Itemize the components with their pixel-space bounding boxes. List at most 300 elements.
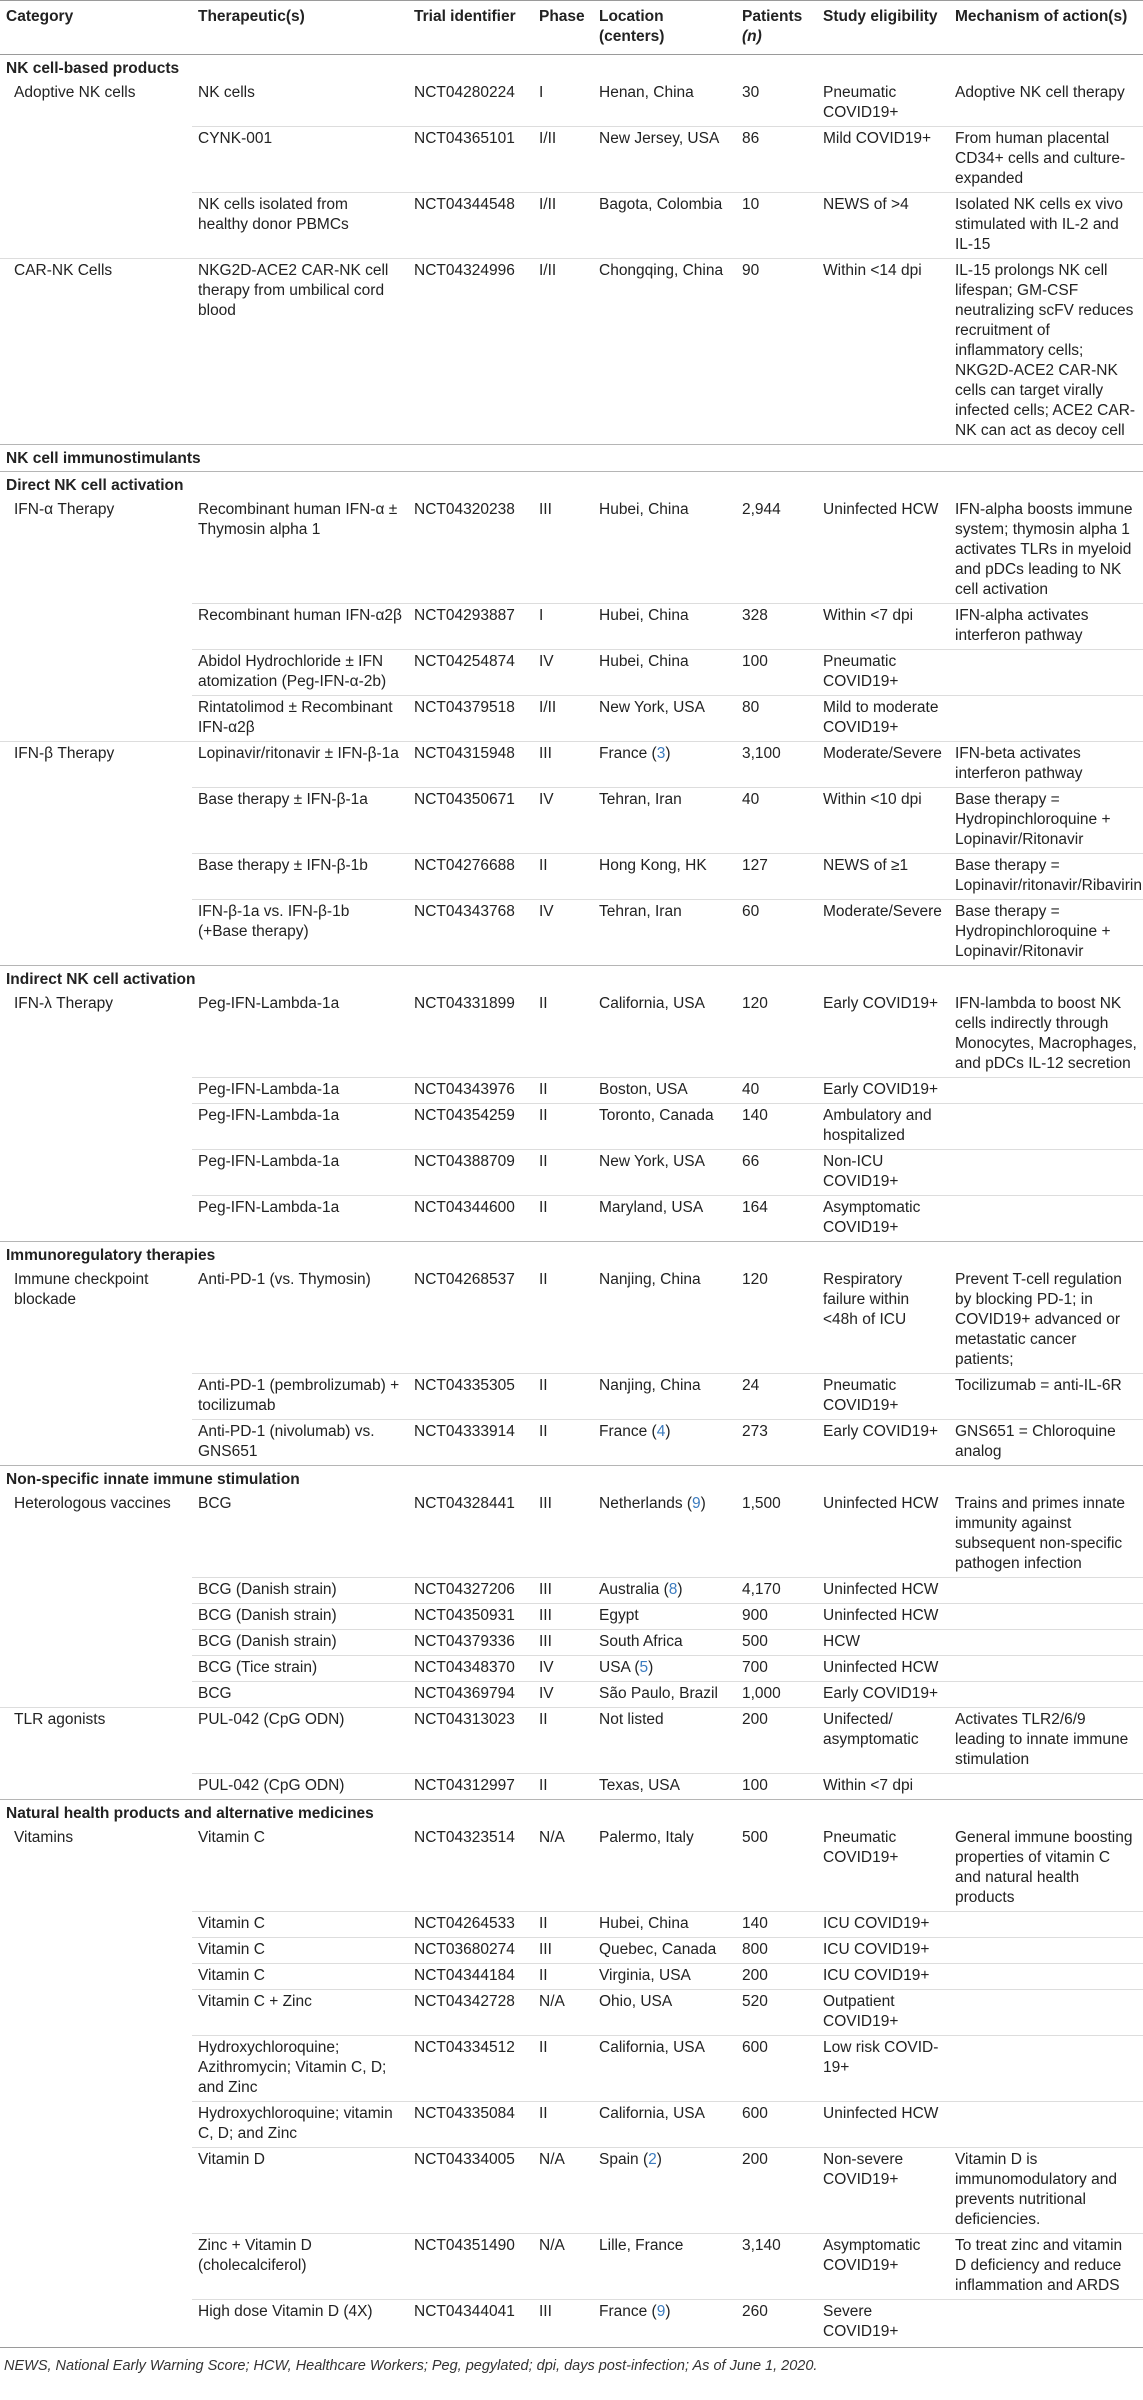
phase-cell: II xyxy=(533,1964,593,1990)
therapeutic-cell: Lopinavir/ritonavir ± IFN-β-1a xyxy=(192,742,408,788)
location-text: Maryland, USA xyxy=(599,1199,704,1216)
mechanism-cell xyxy=(949,1630,1143,1656)
category-cell xyxy=(0,1938,192,1964)
category-cell xyxy=(0,1150,192,1196)
eligibility-cell: Mild to moderate COVID19+ xyxy=(817,696,949,742)
category-cell: TLR agonists xyxy=(0,1708,192,1774)
mechanism-cell xyxy=(949,1990,1143,2036)
eligibility-cell: Uninfected HCW xyxy=(823,501,939,518)
patients-cell: 66 xyxy=(736,1150,817,1196)
location-cell xyxy=(593,498,736,604)
location-text: France xyxy=(599,2303,648,2320)
eligibility-cell: ICU COVID19+ xyxy=(817,1938,949,1964)
table-row xyxy=(0,2102,1143,2148)
category-cell xyxy=(0,854,192,900)
location-text: New York, USA xyxy=(599,1153,705,1170)
section-row xyxy=(0,966,1143,993)
mechanism-cell: General immune boosting properties of vitamin C and natural health products xyxy=(955,1829,1133,1906)
location-cell: USA (5) xyxy=(593,1656,736,1682)
eligibility-cell: Asymptomatic COVID19+ xyxy=(817,2234,949,2300)
trial-id-cell: NCT04312997 xyxy=(408,1774,533,1800)
patients-cell: 127 xyxy=(736,854,817,900)
location-text: Bagota, Colombia xyxy=(599,196,723,213)
trial-id-cell: NCT04344184 xyxy=(408,1964,533,1990)
eligibility-cell: Asymptomatic COVID19+ xyxy=(817,1196,949,1242)
therapeutic-cell: Anti-PD-1 (nivolumab) vs. GNS651 xyxy=(192,1420,408,1466)
location-cell xyxy=(593,900,736,966)
table-header xyxy=(0,1,1143,55)
therapeutic-cell: BCG (Danish strain) xyxy=(192,1630,408,1656)
eligibility-cell: HCW xyxy=(817,1630,949,1656)
phase-cell: II xyxy=(539,1271,548,1288)
mechanism-cell: Activates TLR2/6/9 leading to innate immune stimulation xyxy=(949,1708,1143,1774)
trial-id-cell: NCT04335305 xyxy=(408,1374,533,1420)
header-phase: Phase xyxy=(533,1,593,55)
patients-cell: 40 xyxy=(736,1078,817,1104)
header-row xyxy=(0,1,1143,55)
category-cell xyxy=(0,1374,192,1420)
phase-cell: I/II xyxy=(533,696,593,742)
therapeutic-cell: BCG xyxy=(198,1495,232,1512)
mechanism-cell: Base therapy = Hydropinchloroquine + Lopinavir/Ritonavir xyxy=(949,788,1143,854)
mechanism-cell: IFN-alpha boosts immune system; thymosin alpha 1 activates TLRs in myeloid and pDCs leading to NK cell activation xyxy=(955,501,1133,598)
phase-cell: III xyxy=(533,742,593,788)
phase-cell: N/A xyxy=(533,2148,593,2234)
therapeutic-cell: Anti-PD-1 (vs. Thymosin) xyxy=(198,1271,371,1288)
table-row xyxy=(0,127,1143,193)
table-row xyxy=(0,1578,1143,1604)
therapeutic-cell: Peg-IFN-Lambda-1a xyxy=(192,1196,408,1242)
patients-cell: 1,000 xyxy=(736,1682,817,1708)
category-cell xyxy=(0,193,192,259)
trial-id-cell: NCT04323514 xyxy=(414,1829,515,1846)
location-cell: Australia (8) xyxy=(593,1578,736,1604)
mechanism-cell: To treat zinc and vitamin D deficiency and reduce inflammation and ARDS xyxy=(949,2234,1143,2300)
table-row xyxy=(0,2300,1143,2346)
table-row xyxy=(0,604,1143,650)
category-cell xyxy=(0,604,192,650)
table-row xyxy=(0,1374,1143,1420)
patients-cell: 1,500 xyxy=(742,1495,781,1512)
table-row xyxy=(0,1078,1143,1104)
trial-id-cell: NCT04343768 xyxy=(408,900,533,966)
location-text: Hong Kong, HK xyxy=(599,857,707,874)
eligibility-cell: Uninfected HCW xyxy=(817,1578,949,1604)
table-row xyxy=(0,193,1143,259)
trial-id-cell: NCT04254874 xyxy=(408,650,533,696)
phase-cell: IV xyxy=(533,650,593,696)
mechanism-cell xyxy=(949,650,1143,696)
eligibility-cell: Unifected/ asymptomatic xyxy=(817,1708,949,1774)
trial-id-cell: NCT03680274 xyxy=(408,1938,533,1964)
table-row xyxy=(0,1682,1143,1708)
location-text: New Jersey, USA xyxy=(599,130,720,147)
patients-cell: 600 xyxy=(736,2036,817,2102)
category-cell xyxy=(0,1656,192,1682)
phase-cell: III xyxy=(539,1495,552,1512)
therapeutic-cell: Vitamin C xyxy=(198,1829,265,1846)
location-text: Henan, China xyxy=(599,84,694,101)
table-row xyxy=(0,1492,1143,1578)
category-cell xyxy=(0,696,192,742)
category-cell xyxy=(0,1912,192,1938)
therapeutic-cell: Peg-IFN-Lambda-1a xyxy=(198,995,340,1012)
phase-cell: IV xyxy=(533,1682,593,1708)
trial-id-cell: NCT04293887 xyxy=(408,604,533,650)
location-cell xyxy=(593,1196,736,1242)
location-text: Quebec, Canada xyxy=(599,1941,717,1958)
header-eligibility: Study eligibility xyxy=(817,1,949,55)
location-cell xyxy=(593,1964,736,1990)
therapeutic-cell: Vitamin D xyxy=(192,2148,408,2234)
phase-cell: I/II xyxy=(533,193,593,259)
trial-id-cell: NCT04334512 xyxy=(408,2036,533,2102)
patients-cell: 3,140 xyxy=(736,2234,817,2300)
phase-cell: II xyxy=(533,1420,593,1466)
phase-cell: I xyxy=(539,84,544,101)
patients-cell: 800 xyxy=(736,1938,817,1964)
mechanism-cell xyxy=(949,2036,1143,2102)
eligibility-cell: Non-ICU COVID19+ xyxy=(817,1150,949,1196)
mechanism-cell xyxy=(949,2300,1143,2346)
category-cell: IFN-α Therapy xyxy=(14,501,115,518)
mechanism-cell xyxy=(949,1196,1143,1242)
category-cell xyxy=(0,1682,192,1708)
therapeutic-cell: CYNK-001 xyxy=(192,127,408,193)
patients-cell: 10 xyxy=(736,193,817,259)
phase-cell: II xyxy=(533,854,593,900)
trial-id-cell: NCT04379518 xyxy=(408,696,533,742)
reference-link[interactable]: 5 xyxy=(639,1659,649,1676)
location-cell xyxy=(593,788,736,854)
mechanism-cell: IFN-alpha activates interferon pathway xyxy=(949,604,1143,650)
location-cell xyxy=(593,193,736,259)
location-text: Spain xyxy=(599,2151,639,2168)
location-text: Nanjing, China xyxy=(599,1271,701,1288)
location-cell xyxy=(593,127,736,193)
table-row xyxy=(0,259,1143,445)
therapeutic-cell: BCG xyxy=(192,1682,408,1708)
trial-id-cell: NCT04348370 xyxy=(408,1656,533,1682)
patients-cell: 4,170 xyxy=(736,1578,817,1604)
trial-id-cell: NCT04388709 xyxy=(408,1150,533,1196)
location-cell xyxy=(593,1938,736,1964)
patients-cell: 120 xyxy=(742,995,768,1012)
eligibility-cell: ICU COVID19+ xyxy=(817,1912,949,1938)
table-row xyxy=(0,1604,1143,1630)
eligibility-cell: Within <7 dpi xyxy=(817,604,949,650)
mechanism-cell: Isolated NK cells ex vivo stimulated with IL-2 and IL-15 xyxy=(949,193,1143,259)
eligibility-cell: Mild COVID19+ xyxy=(817,127,949,193)
eligibility-cell: Within <10 dpi xyxy=(817,788,949,854)
mechanism-cell xyxy=(949,1656,1143,1682)
location-text: Tehran, Iran xyxy=(599,791,682,808)
therapeutic-cell: Peg-IFN-Lambda-1a xyxy=(192,1078,408,1104)
section-row xyxy=(0,1242,1143,1269)
therapeutic-cell: Rintatolimod ± Recombinant IFN-α2β xyxy=(192,696,408,742)
section-title: Immunoregulatory therapies xyxy=(0,1242,1143,1269)
location-text: Not listed xyxy=(599,1711,664,1728)
location-text: Tehran, Iran xyxy=(599,903,682,920)
location-cell xyxy=(593,696,736,742)
location-text: Hubei, China xyxy=(599,653,689,670)
category-cell xyxy=(0,127,192,193)
header-patients-label: Patients xyxy=(742,8,803,25)
header-therapeutics: Therapeutic(s) xyxy=(192,1,408,55)
location-text: Virginia, USA xyxy=(599,1967,691,1984)
eligibility-cell: ICU COVID19+ xyxy=(817,1964,949,1990)
location-text: Hubei, China xyxy=(599,607,689,624)
location-cell xyxy=(593,2102,736,2148)
location-cell: France (4) xyxy=(593,1420,736,1466)
header-patients-unit: (n) xyxy=(742,28,762,45)
mechanism-cell xyxy=(949,1912,1143,1938)
eligibility-cell: Early COVID19+ xyxy=(817,1078,949,1104)
phase-cell: II xyxy=(533,1374,593,1420)
location-text: Hubei, China xyxy=(599,501,689,518)
patients-cell: 600 xyxy=(736,2102,817,2148)
patients-cell: 100 xyxy=(736,1774,817,1800)
trial-id-cell: NCT04344041 xyxy=(408,2300,533,2346)
mechanism-cell xyxy=(949,2102,1143,2148)
therapeutic-cell: NK cells xyxy=(198,84,255,101)
table-row xyxy=(0,1774,1143,1800)
location-text: Chongqing, China xyxy=(599,262,724,279)
location-cell: Netherlands (9) xyxy=(599,1495,706,1512)
patients-cell: 200 xyxy=(736,1964,817,1990)
location-text: Lille, France xyxy=(599,2237,684,2254)
location-text: São Paulo, Brazil xyxy=(599,1685,718,1702)
location-cell xyxy=(593,1708,736,1774)
category-cell xyxy=(0,1990,192,2036)
category-cell xyxy=(0,2036,192,2102)
mechanism-cell: From human placental CD34+ cells and culture-expanded xyxy=(949,127,1143,193)
eligibility-cell: Early COVID19+ xyxy=(817,1420,949,1466)
table-row xyxy=(0,1938,1143,1964)
therapeutic-cell: Recombinant human IFN-α2β xyxy=(192,604,408,650)
trial-id-cell: NCT04335084 xyxy=(408,2102,533,2148)
table-row xyxy=(0,650,1143,696)
location-cell xyxy=(593,1774,736,1800)
table-row xyxy=(0,1826,1143,1912)
eligibility-cell: Uninfected HCW xyxy=(817,1604,949,1630)
patients-cell: 86 xyxy=(736,127,817,193)
category-cell xyxy=(0,1604,192,1630)
location-text: Nanjing, China xyxy=(599,1377,701,1394)
table-row xyxy=(0,1964,1143,1990)
location-text: Netherlands xyxy=(599,1495,683,1512)
trial-id-cell: NCT04315948 xyxy=(408,742,533,788)
therapeutic-cell: Vitamin C xyxy=(192,1964,408,1990)
phase-cell: II xyxy=(533,1912,593,1938)
table-row xyxy=(0,81,1143,127)
trial-id-cell: NCT04379336 xyxy=(408,1630,533,1656)
table-row xyxy=(0,900,1143,966)
category-cell xyxy=(0,2300,192,2346)
eligibility-cell: Early COVID19+ xyxy=(817,1682,949,1708)
eligibility-cell: Pneumatic COVID19+ xyxy=(823,1829,899,1866)
section-title: Natural health products and alternative medicines xyxy=(0,1800,1143,1827)
phase-cell: N/A xyxy=(533,2234,593,2300)
phase-cell: IV xyxy=(533,1656,593,1682)
reference-link[interactable]: 8 xyxy=(668,1581,678,1598)
header-patients xyxy=(736,1,817,55)
table-row xyxy=(0,1420,1143,1466)
patients-cell: 80 xyxy=(736,696,817,742)
location-text: California, USA xyxy=(599,995,705,1012)
location-cell: France (3) xyxy=(593,742,736,788)
category-cell: IFN-λ Therapy xyxy=(14,995,114,1012)
phase-cell: II xyxy=(533,2102,593,2148)
trial-id-cell: NCT04354259 xyxy=(408,1104,533,1150)
mechanism-cell xyxy=(949,1578,1143,1604)
trial-id-cell: NCT04350671 xyxy=(408,788,533,854)
trial-id-cell: NCT04343976 xyxy=(408,1078,533,1104)
eligibility-cell: NEWS of >4 xyxy=(817,193,949,259)
therapeutic-cell: Vitamin C xyxy=(192,1912,408,1938)
table-row xyxy=(0,1708,1143,1774)
mechanism-cell: Trains and primes innate immunity against subsequent non-specific pathogen infection xyxy=(955,1495,1126,1572)
therapeutic-cell: Abidol Hydrochloride ± IFN atomization (Peg-IFN-α-2b) xyxy=(192,650,408,696)
section-row xyxy=(0,445,1143,472)
mechanism-cell: Adoptive NK cell therapy xyxy=(955,84,1125,101)
reference-link[interactable]: 2 xyxy=(648,2151,657,2168)
section-title: NK cell immunostimulants xyxy=(0,445,1143,472)
patients-cell: 140 xyxy=(736,1104,817,1150)
eligibility-cell: Uninfected HCW xyxy=(817,2102,949,2148)
header-mechanism: Mechanism of action(s) xyxy=(949,1,1143,55)
phase-cell: III xyxy=(533,1604,593,1630)
category-cell xyxy=(0,1078,192,1104)
location-cell xyxy=(593,1374,736,1420)
location-cell xyxy=(593,854,736,900)
phase-cell: II xyxy=(533,1196,593,1242)
category-cell xyxy=(0,1964,192,1990)
table-row xyxy=(0,2148,1143,2234)
category-cell xyxy=(0,788,192,854)
phase-cell: III xyxy=(533,1630,593,1656)
patients-cell: 200 xyxy=(736,2148,817,2234)
table-row xyxy=(0,788,1143,854)
patients-cell: 30 xyxy=(742,84,760,101)
section-title: Non-specific innate immune stimulation xyxy=(0,1466,1143,1493)
mechanism-cell xyxy=(949,1682,1143,1708)
reference-link[interactable]: 9 xyxy=(656,2303,666,2320)
trial-id-cell: NCT04334005 xyxy=(408,2148,533,2234)
reference-link[interactable]: 3 xyxy=(656,745,666,762)
location-text: South Africa xyxy=(599,1633,683,1650)
mechanism-cell xyxy=(949,696,1143,742)
category-cell xyxy=(0,650,192,696)
therapeutic-cell: Base therapy ± IFN-β-1a xyxy=(192,788,408,854)
mechanism-cell: Tocilizumab = anti-IL-6R xyxy=(949,1374,1143,1420)
mechanism-cell: Base therapy = Lopinavir/ritonavir/Ribavirin xyxy=(949,854,1143,900)
trial-id-cell: NCT04342728 xyxy=(408,1990,533,2036)
section-title: NK cell-based products xyxy=(6,60,180,77)
therapeutic-cell: Recombinant human IFN-α ± Thymosin alpha 1 xyxy=(198,501,398,538)
mechanism-cell: Prevent T-cell regulation by blocking PD-1; in COVID19+ advanced or metastatic cancer patients; xyxy=(955,1271,1122,1368)
phase-cell: N/A xyxy=(533,1990,593,2036)
patients-cell: 260 xyxy=(736,2300,817,2346)
patients-cell: 100 xyxy=(736,650,817,696)
mechanism-cell xyxy=(949,1964,1143,1990)
location-text: Toronto, Canada xyxy=(599,1107,714,1124)
location-cell xyxy=(593,81,736,127)
phase-cell: I xyxy=(533,604,593,650)
eligibility-cell: Pneumatic COVID19+ xyxy=(823,84,899,121)
therapeutic-cell: IFN-β-1a vs. IFN-β-1b (+Base therapy) xyxy=(192,900,408,966)
location-cell xyxy=(593,2234,736,2300)
therapeutic-cell: PUL-042 (CpG ODN) xyxy=(192,1774,408,1800)
mechanism-cell: Base therapy = Hydropinchloroquine + Lopinavir/Ritonavir xyxy=(949,900,1143,966)
table-row xyxy=(0,1912,1143,1938)
category-cell: CAR-NK Cells xyxy=(0,259,192,445)
reference-link[interactable]: 9 xyxy=(692,1495,701,1512)
location-cell xyxy=(593,1150,736,1196)
mechanism-cell: IFN-beta activates interferon pathway xyxy=(949,742,1143,788)
patients-cell: 328 xyxy=(736,604,817,650)
phase-cell: II xyxy=(533,1708,593,1774)
location-cell xyxy=(593,650,736,696)
patients-cell: 40 xyxy=(736,788,817,854)
phase-cell: II xyxy=(539,995,548,1012)
therapeutic-cell: BCG (Danish strain) xyxy=(192,1578,408,1604)
phase-cell: II xyxy=(533,1774,593,1800)
section-title: Direct NK cell activation xyxy=(0,472,1143,499)
trial-id-cell: NCT04365101 xyxy=(408,127,533,193)
patients-cell: 2,944 xyxy=(742,501,781,518)
table-row xyxy=(0,1104,1143,1150)
trial-id-cell: NCT04333914 xyxy=(408,1420,533,1466)
location-text: New York, USA xyxy=(599,699,705,716)
category-cell: Vitamins xyxy=(14,1829,74,1846)
phase-cell: III xyxy=(539,501,552,518)
category-cell xyxy=(0,1774,192,1800)
section-row xyxy=(0,1800,1143,1827)
phase-cell: I/II xyxy=(533,259,593,445)
location-cell xyxy=(593,1682,736,1708)
location-cell xyxy=(593,604,736,650)
section-row xyxy=(0,1466,1143,1493)
category-cell: Immune checkpoint blockade xyxy=(14,1271,149,1308)
table-row xyxy=(0,1630,1143,1656)
patients-cell: 24 xyxy=(736,1374,817,1420)
eligibility-cell: Early COVID19+ xyxy=(823,995,939,1012)
trial-id-cell: NCT04276688 xyxy=(408,854,533,900)
category-cell xyxy=(0,1104,192,1150)
therapeutic-cell: Base therapy ± IFN-β-1b xyxy=(192,854,408,900)
phase-cell: I/II xyxy=(533,127,593,193)
phase-cell: III xyxy=(533,2300,593,2346)
trial-id-cell: NCT04324996 xyxy=(408,259,533,445)
trial-id-cell: NCT04351490 xyxy=(408,2234,533,2300)
section-row xyxy=(0,472,1143,499)
patients-cell: 500 xyxy=(736,1630,817,1656)
eligibility-cell: Moderate/Severe xyxy=(817,900,949,966)
eligibility-cell: Within <7 dpi xyxy=(817,1774,949,1800)
trial-id-cell: NCT04327206 xyxy=(408,1578,533,1604)
mechanism-cell xyxy=(949,1938,1143,1964)
table-row xyxy=(0,1656,1143,1682)
trial-id-cell: NCT04280224 xyxy=(414,84,515,101)
therapeutic-cell: PUL-042 (CpG ODN) xyxy=(192,1708,408,1774)
trial-id-cell: NCT04331899 xyxy=(414,995,515,1012)
reference-link[interactable]: 4 xyxy=(656,1423,666,1440)
location-cell xyxy=(593,1990,736,2036)
location-cell xyxy=(593,1104,736,1150)
phase-cell: N/A xyxy=(539,1829,565,1846)
patients-cell: 273 xyxy=(736,1420,817,1466)
